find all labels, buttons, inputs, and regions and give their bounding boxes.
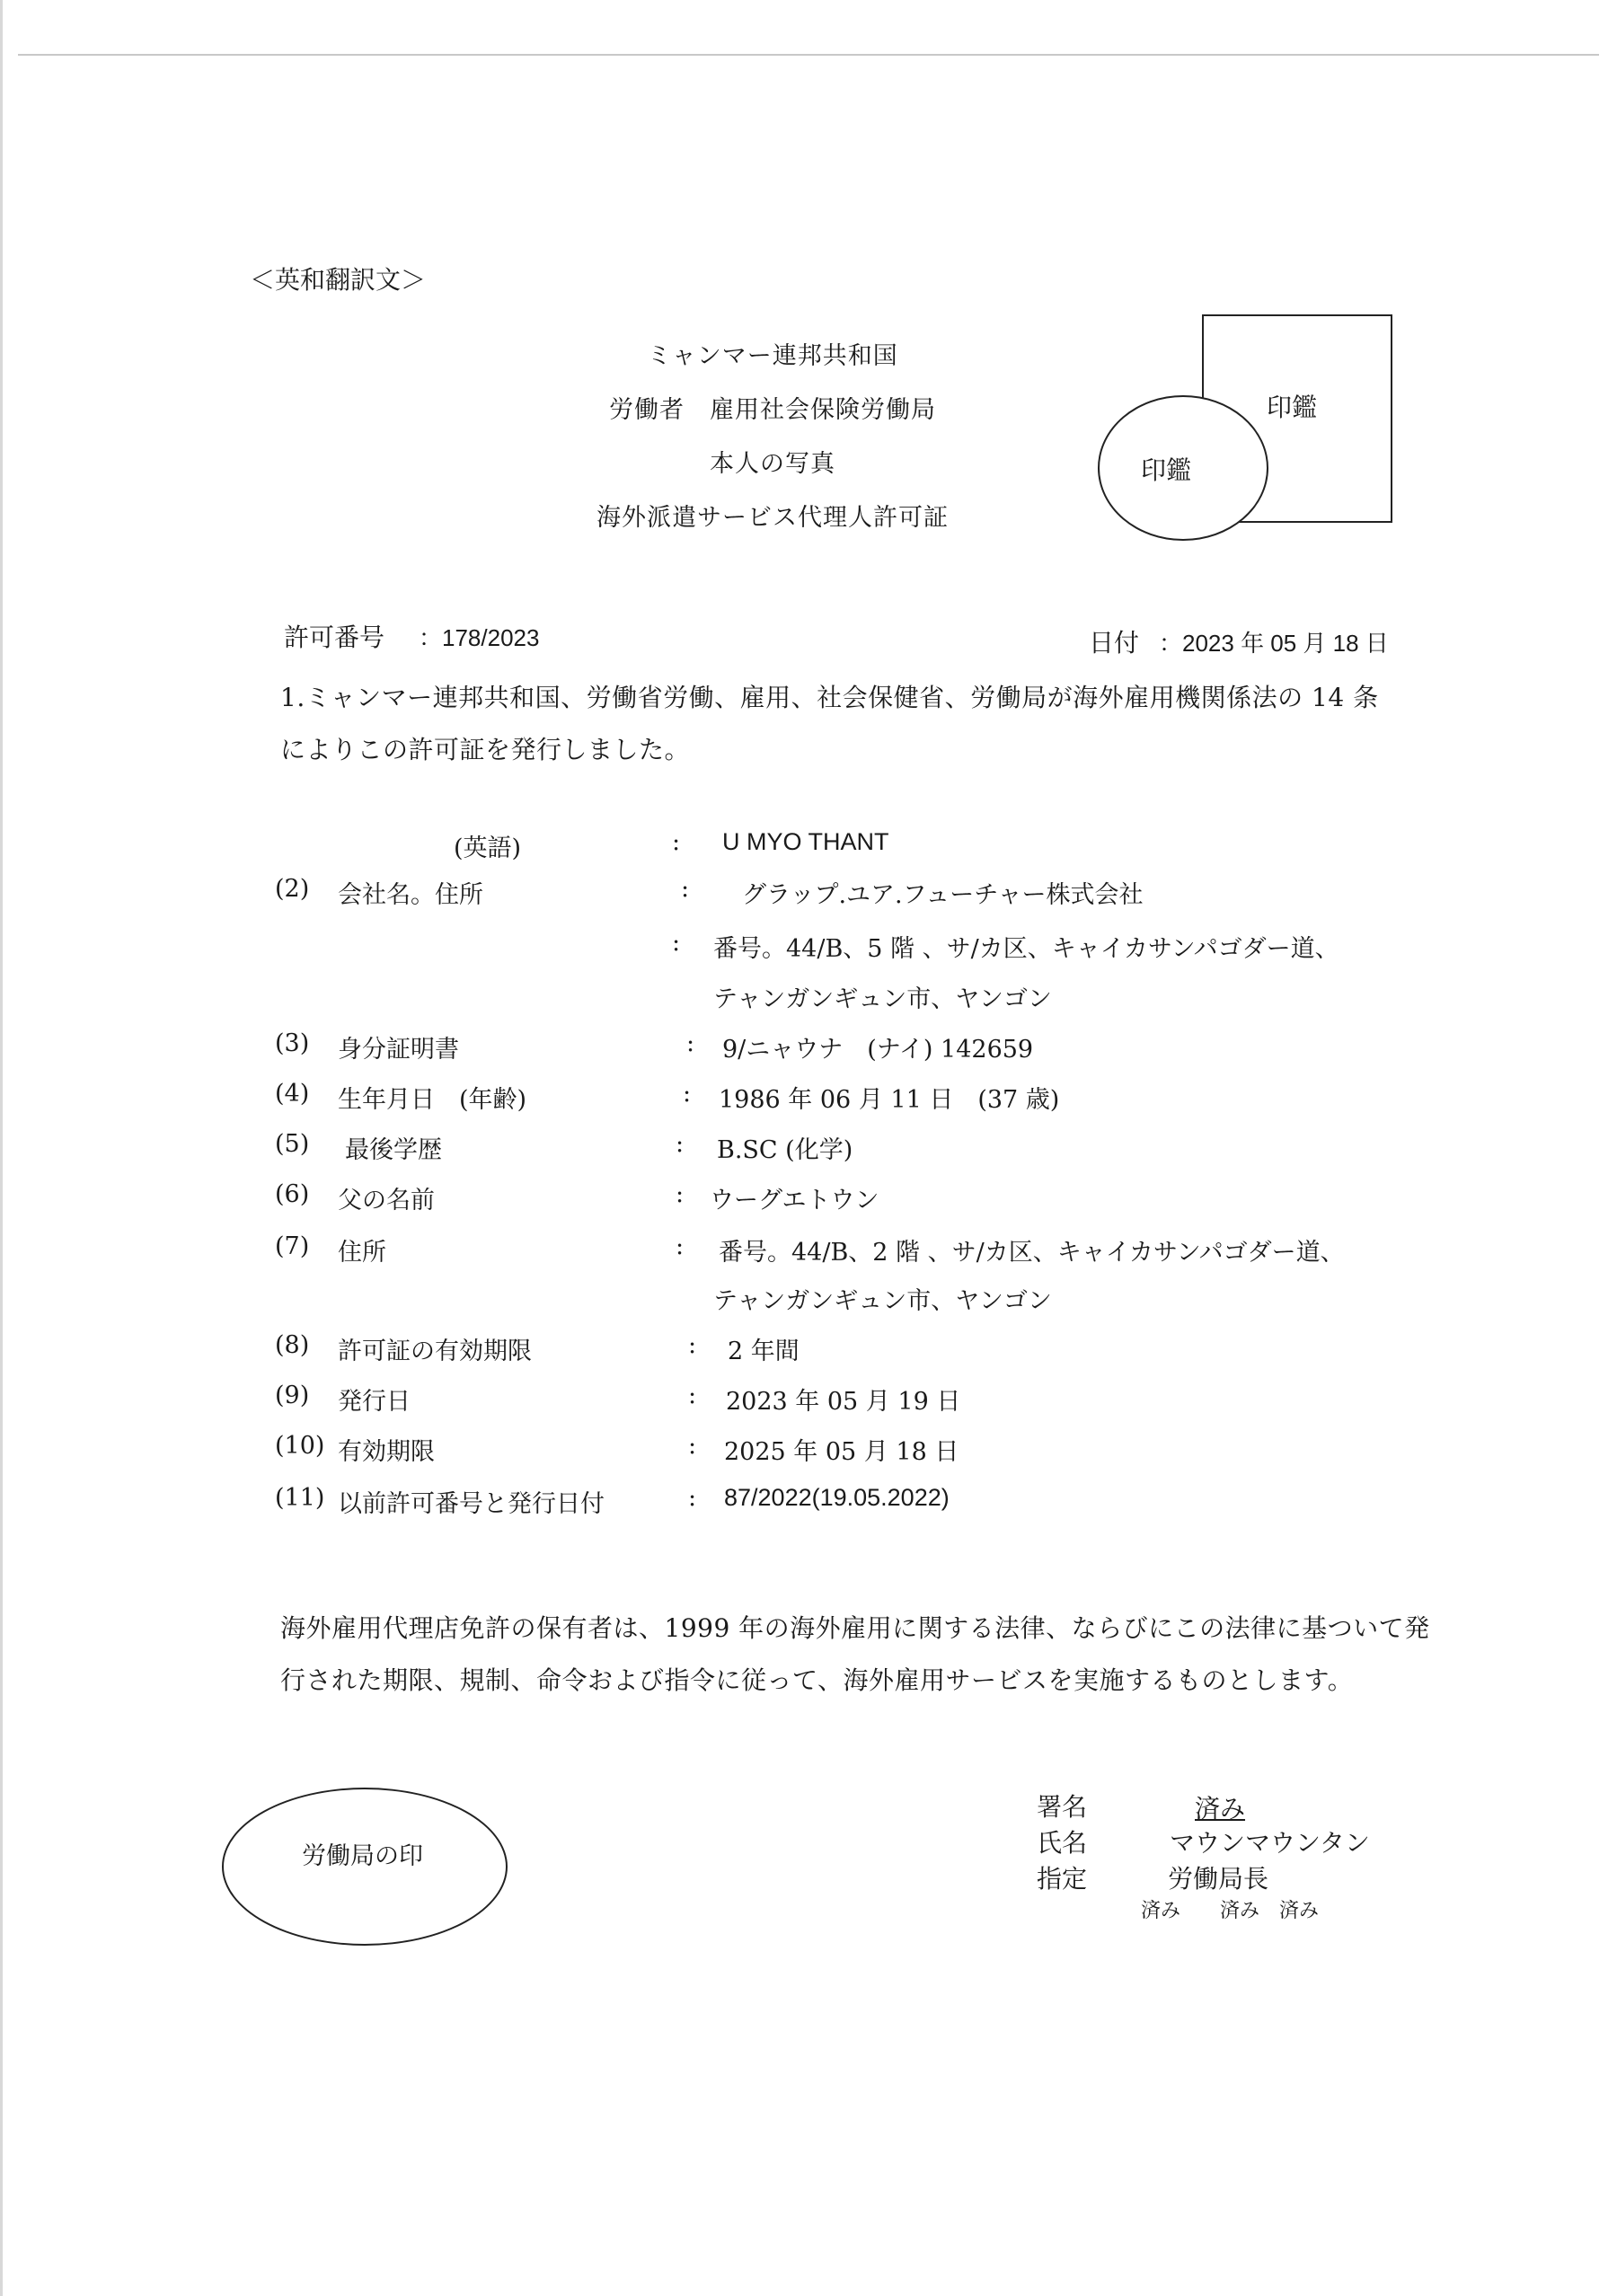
designation-value: 労働局長 <box>1168 1864 1269 1894</box>
field-colon: : <box>688 1432 697 1460</box>
field-row-address-city <box>0 1281 1617 1326</box>
field-value: 2025 年 05 月 18 日 <box>724 1438 959 1466</box>
field-label: 以前許可番号と発行日付 <box>338 1490 605 1518</box>
closing-paragraph <box>280 1603 1430 1707</box>
permit-number-value: ：178/2023 <box>419 624 540 651</box>
scan-rule <box>18 54 1599 56</box>
signature-footnote: 済み 済み 済み <box>1141 1900 1320 1922</box>
field-value: 2023 年 05 月 19 日 <box>726 1388 961 1416</box>
field-label: 会社名。住所 <box>338 881 483 909</box>
field-number: (4) <box>275 1080 310 1108</box>
name-value: マウンマウンタン <box>1170 1828 1370 1858</box>
field-label: (英語) <box>454 835 522 862</box>
field-row-previous-permit <box>0 1484 1617 1529</box>
field-row-father <box>0 1180 1617 1225</box>
title-department: 労働者 雇用社会保険労働局 <box>609 396 936 424</box>
field-value: 2 年間 <box>728 1338 800 1365</box>
field-row-company <box>0 875 1617 920</box>
intro-line: によりこの許可証を発行しました。 <box>280 735 691 764</box>
field-number: (6) <box>275 1180 310 1208</box>
title-country: ミャンマー連邦共和国 <box>647 342 898 370</box>
field-number: (8) <box>275 1331 310 1359</box>
permit-date-label: 日付 <box>1089 628 1140 658</box>
sign-value: 済み <box>1195 1794 1246 1824</box>
field-label: 有効期限 <box>338 1438 435 1466</box>
field-row-validity <box>0 1331 1617 1376</box>
field-row-issue-date <box>0 1382 1617 1426</box>
field-value: B.SC (化学) <box>717 1136 853 1164</box>
field-row-english-name <box>0 828 1617 873</box>
seal-circle-label: 印鑑 <box>1141 455 1192 485</box>
field-row-address <box>0 1232 1617 1277</box>
field-colon: : <box>672 929 681 957</box>
field-colon: : <box>676 1180 685 1208</box>
field-row-id <box>0 1029 1617 1074</box>
labor-office-seal-label: 労働局の印 <box>302 1842 423 1870</box>
seal-box-label: 印鑑 <box>1267 393 1318 422</box>
field-colon: : <box>672 828 681 856</box>
title-license: 海外派遣サービス代理人許可証 <box>596 504 949 532</box>
field-row-education <box>0 1130 1617 1175</box>
field-number: (2) <box>275 875 310 903</box>
field-row-birthdate <box>0 1080 1617 1125</box>
field-label: 身分証明書 <box>338 1036 459 1064</box>
field-colon: : <box>686 1029 695 1057</box>
closing-line: 行された期限、規制、命令および指令に従って、海外雇用サービスを実施するものとします。 <box>280 1665 1354 1695</box>
sign-label: 署名 <box>1037 1792 1088 1822</box>
field-label: 許可証の有効期限 <box>338 1338 532 1365</box>
field-number: (5) <box>275 1130 310 1158</box>
field-value: テャンガンギュン市、ヤンゴン <box>713 1287 1052 1315</box>
intro-paragraph <box>280 672 1379 776</box>
field-colon: : <box>688 1331 697 1359</box>
field-label: 生年月日 (年齢) <box>338 1086 527 1114</box>
title-photo: 本人の写真 <box>710 450 835 478</box>
field-label: 父の名前 <box>338 1187 435 1214</box>
field-value: 9/ニャウナ (ナイ) 142659 <box>722 1036 1034 1064</box>
field-value: 1986 年 06 月 11 日 (37 歳) <box>719 1086 1060 1114</box>
permit-number-label: 許可番号 <box>284 623 385 652</box>
closing-line: 海外雇用代理店免許の保有者は、1999 年の海外雇用に関する法律、ならびにこの法律に基ついて発 <box>280 1613 1430 1643</box>
field-colon: : <box>676 1232 685 1260</box>
field-number: (10) <box>275 1432 325 1460</box>
field-row-company-address <box>0 929 1617 974</box>
field-value: 87/2022(19.05.2022) <box>724 1484 950 1511</box>
field-colon: : <box>688 1382 697 1409</box>
field-label: 最後学歴 <box>345 1136 442 1164</box>
field-colon: : <box>681 875 690 903</box>
intro-line: 1.ミャンマー連邦共和国、労働省労働、雇用、社会保健省、労働局が海外雇用機関係法の 14 条 <box>280 683 1379 712</box>
field-number: (3) <box>275 1029 310 1057</box>
field-value: U MYO THANT <box>722 828 889 855</box>
field-colon: : <box>676 1130 685 1158</box>
field-label: 住所 <box>338 1239 386 1267</box>
field-value: 番号。44/B、2 階 、サ/カ区、キャイカサンパゴダー道、 <box>719 1239 1345 1267</box>
designation-label: 指定 <box>1037 1864 1088 1894</box>
field-number: (7) <box>275 1232 310 1260</box>
field-row-expiry <box>0 1432 1617 1477</box>
field-value: テャンガンギュン市、ヤンゴン <box>713 985 1052 1013</box>
field-colon: : <box>688 1484 697 1512</box>
field-number: (11) <box>275 1484 325 1512</box>
permit-date-value: ：2023 年 05 月 18 日 <box>1159 630 1389 657</box>
field-value: グラップ.ユア.フューチャー株式会社 <box>742 881 1144 909</box>
field-number: (9) <box>275 1382 310 1409</box>
translation-header: ＜英和翻訳文＞ <box>250 265 427 295</box>
field-value: 番号。44/B、5 階 、サ/カ区、キャイカサンパゴダー道、 <box>713 935 1339 963</box>
name-label: 氏名 <box>1037 1828 1088 1858</box>
field-row-company-city <box>0 979 1617 1024</box>
field-label: 発行日 <box>338 1388 411 1416</box>
field-colon: : <box>683 1080 692 1108</box>
field-value: ウーグエトウン <box>710 1187 879 1214</box>
